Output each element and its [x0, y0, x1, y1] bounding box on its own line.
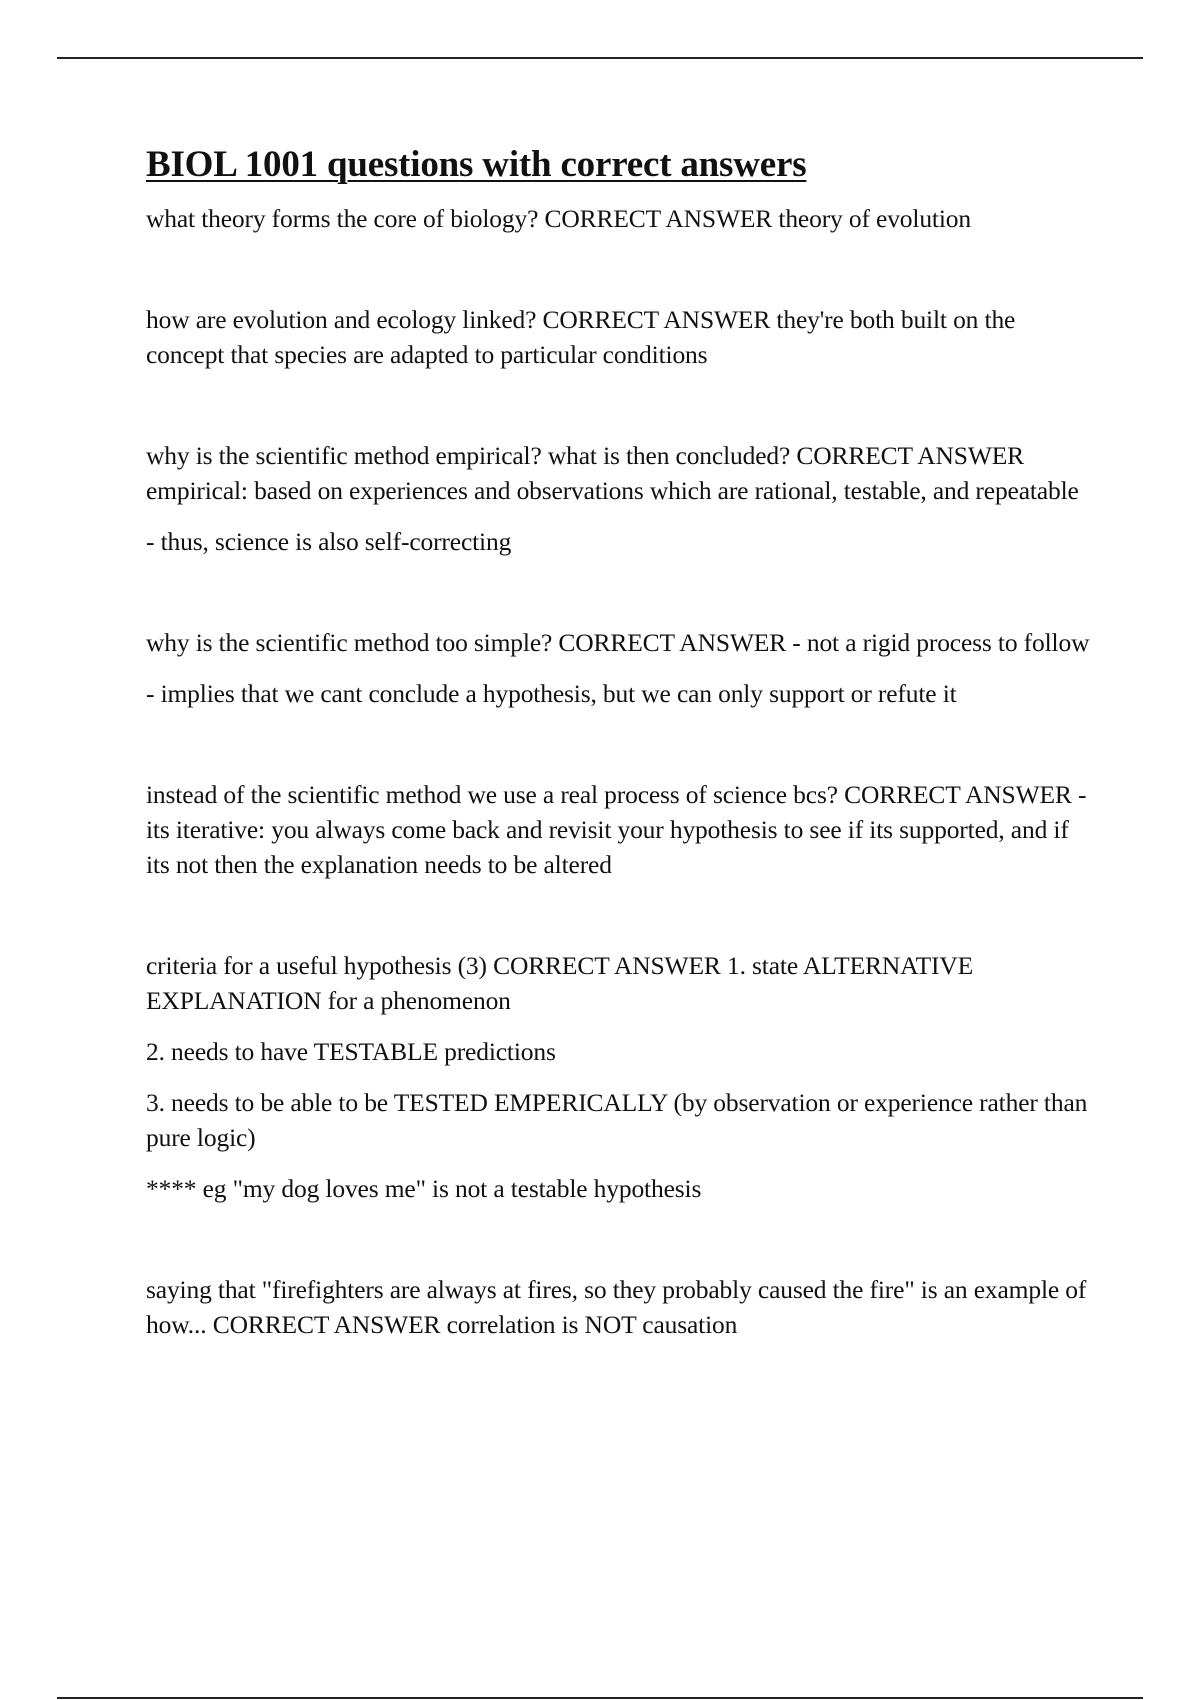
qa-text: why is the scientific method too simple? CORRECT ANSWER - not a rigid process to follow	[146, 628, 1090, 657]
qa-item	[146, 948, 1096, 1206]
document-body	[146, 143, 1096, 1342]
qa-text: - implies that we cant conclude a hypothesis, but we can only support or refute it	[146, 679, 957, 708]
qa-text: how are evolution and ecology linked? CORRECT ANSWER they're both built on the concept that species are adapted to particular conditions	[146, 305, 1016, 369]
qa-item	[146, 1272, 1096, 1342]
qa-text: criteria for a useful hypothesis (3) CORRECT ANSWER 1. state ALTERNATIVE EXPLANATION for a phenomenon	[146, 951, 974, 1015]
qa-text: what theory forms the core of biology? CORRECT ANSWER theory of evolution	[146, 204, 971, 233]
qa-text: why is the scientific method empirical? what is then concluded? CORRECT ANSWER empirical: based on experiences and observations which are rational, testable, and repeatable	[146, 441, 1079, 505]
qa-item	[146, 777, 1096, 882]
qa-item	[146, 201, 1096, 236]
qa-text: - thus, science is also self-correcting	[146, 527, 512, 556]
top-rule	[57, 57, 1143, 59]
bottom-rule	[57, 1697, 1143, 1699]
qa-text: instead of the scientific method we use a real process of science bcs? CORRECT ANSWER - its iterative: you always come back and revisit your hypothesis to see if its supported, and if its not then the explanation needs to be altered	[146, 780, 1087, 879]
qa-text: saying that "firefighters are always at fires, so they probably caused the fire" is an example of how... CORRECT ANSWER correlation is NOT causation	[146, 1275, 1087, 1339]
qa-text: **** eg "my dog loves me" is not a testable hypothesis	[146, 1174, 702, 1203]
qa-item	[146, 625, 1096, 711]
qa-text: 3. needs to be able to be TESTED EMPERICALLY (by observation or experience rather than pure logic)	[146, 1088, 1088, 1152]
qa-item	[146, 302, 1096, 372]
qa-item	[146, 438, 1096, 559]
document-title: BIOL 1001 questions with correct answers	[146, 144, 807, 185]
qa-text: 2. needs to have TESTABLE predictions	[146, 1037, 556, 1066]
